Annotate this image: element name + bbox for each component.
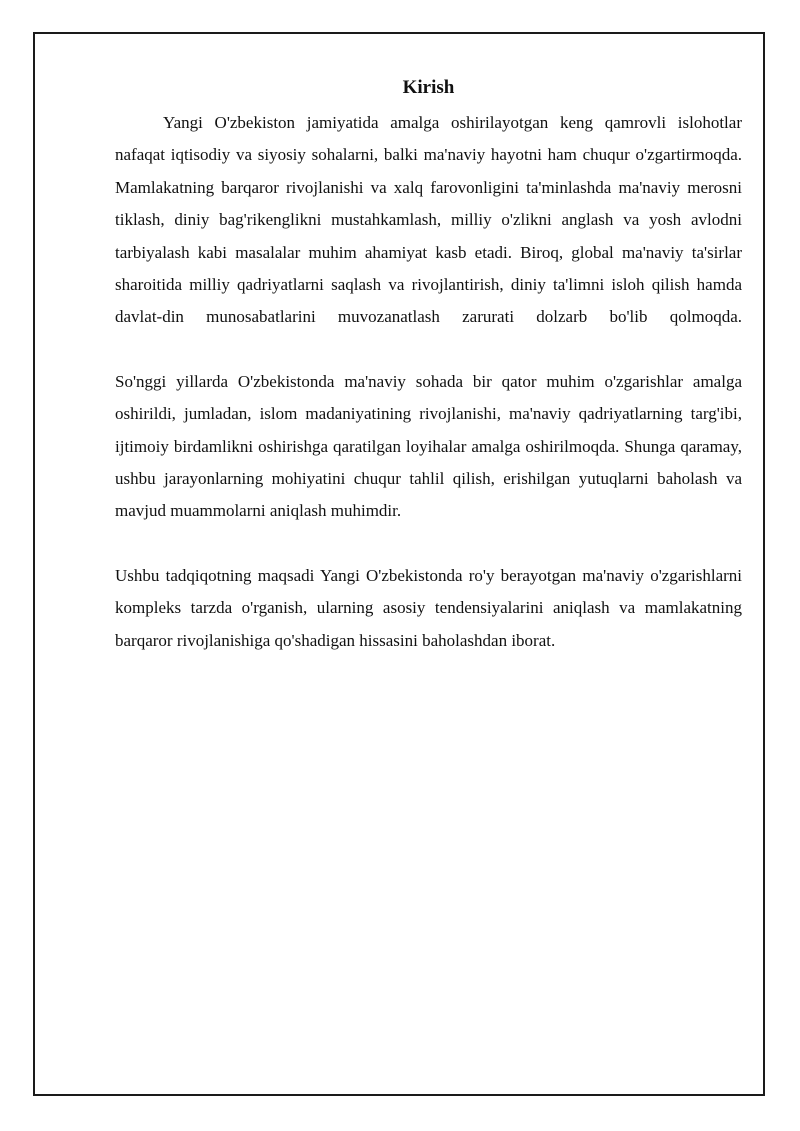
paragraph-recent-changes: So'nggi yillarda O'zbekistonda ma'naviy sohada bir qator muhim o'zgarishlar amalga oshirildi, jumladan, islom madaniyatining rivojlanishi, ma'naviy qadriyatlarning targ'ibi, ijtimoiy birdamlikni oshirishga qaratilgan loyihalar amalga oshirilmoqda. Shunga qaramay, ushbu jarayonlarning mohiyatini chuqur tahlil qilish, erishilgan yutuqlarni baholash va mavjud muammolarni aniqlash muhimdir. — [115, 371, 742, 521]
paragraph-gap — [115, 334, 742, 366]
document-title: Kirish — [402, 77, 455, 98]
document-body — [115, 75, 742, 657]
paragraph-research-goal: Ushbu tadqiqotning maqsadi Yangi O'zbekistonda ro'y berayotgan ma'naviy o'zgarishlarni kompleks tarzda o'rganish, ularning asosiy tendensiyalarini aniqlash va mamlakatning barqaror rivojlanishiga qo'shadigan hissasini baholashdan iborat. — [115, 565, 742, 650]
paragraph-introduction: Yangi O'zbekiston jamiyatida amalga oshirilayotgan keng qamrovli islohotlar nafaqat iqtisodiy va siyosiy sohalarni, balki ma'naviy hayotni ham chuqur o'zgartirmoqda. Mamlakatning barqaror rivojlanishi va xalq farovonligini ta'minlashda ma'naviy merosni tiklash, diniy bag'rikenglikni mustahkamlash, milliy o'zlikni anglash va yosh avlodni tarbiyalash kabi masalalar muhim ahamiyat kasb etadi. Biroq, global ma'naviy ta'sirlar sharoitida milliy qadriyatlarni saqlash va rivojlantirish, diniy ta'limni isloh qilish hamda davlat-din munosabatlarini muvozanatlash zarurati dolzarb bo'lib qolmoqda. — [115, 113, 742, 327]
paragraph-gap — [115, 528, 742, 560]
